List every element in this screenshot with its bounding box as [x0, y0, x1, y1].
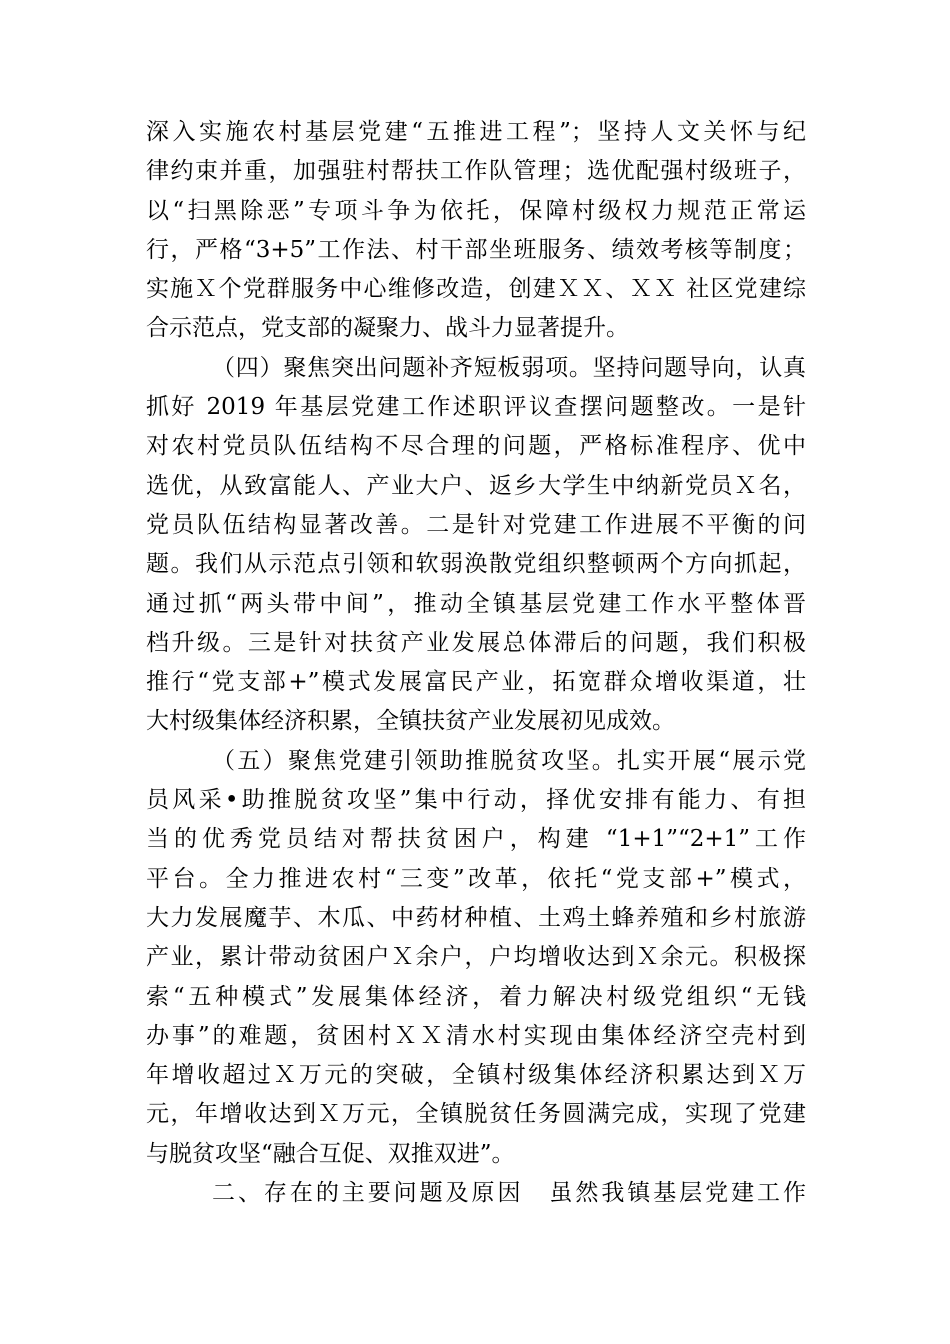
paragraph-heading-5: （五）聚焦党建引领助推脱贫攻坚。扎实开展“展示党	[212, 747, 806, 774]
text-line: 深入实施农村基层党建“五推进工程”；坚持人文关怀与纪	[146, 119, 806, 145]
text-line: 与脱贫攻坚“融合互促、双推双进”。	[146, 1140, 515, 1167]
text-line: 以“扫黑除恶”专项斗争为依托，保障村级权力规范正常运	[146, 197, 806, 224]
text-line: 当的优秀党员结对帮扶贫困户，构建 “1+1”“2+1”工作	[146, 826, 806, 853]
text-line: 索“五种模式”发展集体经济，着力解决村级党组织“无钱	[146, 983, 806, 1010]
text-line: 对农村党员队伍结构不尽合理的问题，严格标准程序、优中	[146, 433, 806, 460]
section-heading-2: 二、存在的主要问题及原因 虽然我镇基层党建工作	[212, 1180, 806, 1207]
text-line: 实施Ｘ个党群服务中心维修改造，创建ＸＸ、ＸＸ 社区党建综	[146, 276, 806, 303]
text-line: 大力发展魔芋、木瓜、中药材种植、土鸡土蜂养殖和乡村旅游	[146, 904, 806, 931]
text-line: 员风采•助推脱贫攻坚”集中行动，择优安排有能力、有担	[146, 787, 806, 814]
text-line: 元，年增收达到Ｘ万元，全镇脱贫任务圆满完成，实现了党建	[146, 1101, 806, 1128]
text-line: 选优，从致富能人、产业大户、返乡大学生中纳新党员Ｘ名，	[146, 472, 806, 499]
text-line: 行，严格“3+5”工作法、村干部坐班服务、绩效考核等制度；	[146, 236, 806, 263]
text-line: 合示范点，党支部的凝聚力、战斗力显著提升。	[146, 315, 629, 342]
text-line: 平台。全力推进农村“三变”改革，依托“党支部+”模式，	[146, 865, 806, 892]
text-line: 题。我们从示范点引领和软弱涣散党组织整顿两个方向抓起，	[146, 551, 806, 578]
text-line: 通过抓“两头带中间”，推动全镇基层党建工作水平整体晋	[146, 590, 806, 617]
text-line: 档升级。三是针对扶贫产业发展总体滞后的问题，我们积极	[146, 629, 806, 656]
text-line: 大村级集体经济积累，全镇扶贫产业发展初见成效。	[146, 708, 675, 735]
text-line: 律约束并重，加强驻村帮扶工作队管理；选优配强村级班子，	[146, 158, 806, 185]
text-line: 推行“党支部+”模式发展富民产业，拓宽群众增收渠道，壮	[146, 669, 806, 696]
text-line: 年增收超过Ｘ万元的突破，全镇村级集体经济积累达到Ｘ万	[146, 1062, 806, 1089]
text-line: 办事”的难题，贫困村ＸＸ清水村实现由集体经济空壳村到	[146, 1022, 806, 1049]
text-line: 抓好 2019 年基层党建工作述职评议查摆问题整改。一是针	[146, 394, 806, 421]
body-text	[146, 113, 806, 1213]
text-line: 党员队伍结构显著改善。二是针对党建工作进展不平衡的问	[146, 511, 806, 538]
paragraph-heading-4: （四）聚焦突出问题补齐短板弱项。坚持问题导向，认真	[212, 354, 806, 381]
text-line: 产业，累计带动贫困户Ｘ余户，户均增收达到Ｘ余元。积极探	[146, 944, 806, 971]
